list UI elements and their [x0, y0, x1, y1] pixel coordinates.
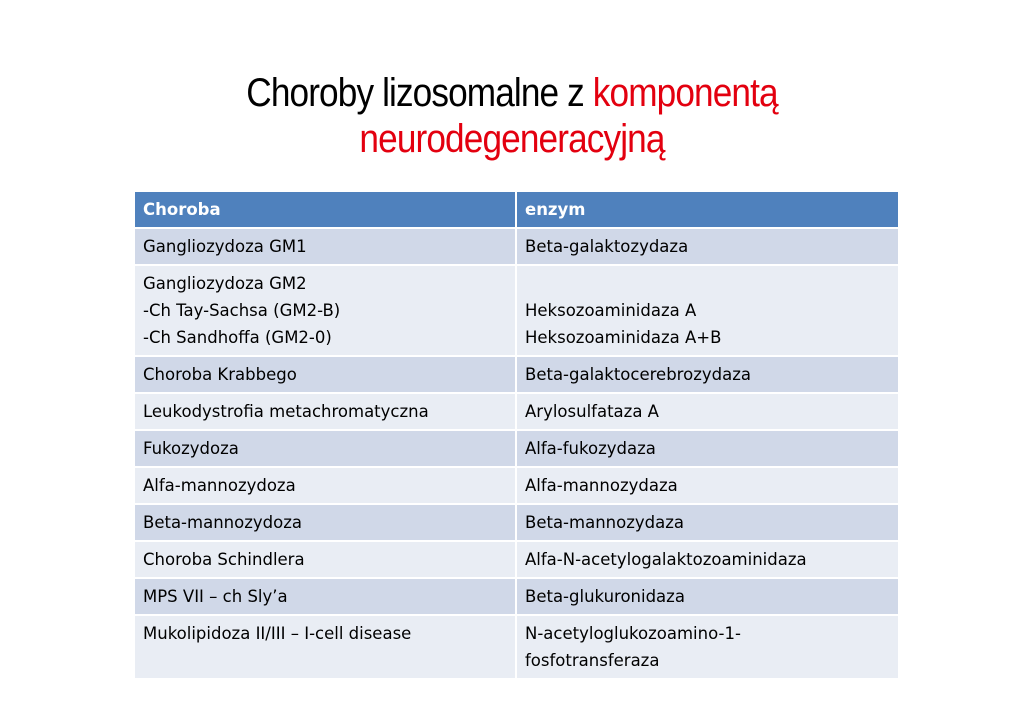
disease-cell — [134, 615, 516, 679]
enzyme-table — [133, 190, 900, 680]
disease-cell — [134, 504, 516, 541]
enzyme-cell — [516, 228, 899, 265]
disease-cell — [134, 393, 516, 430]
table-row — [134, 430, 899, 467]
disease-text: MPS VII – ch Sly’a — [143, 587, 288, 606]
title-line-1 — [61, 70, 962, 116]
title-black-text: Choroby lizosomalne z — [246, 71, 593, 115]
disease-cell — [134, 467, 516, 504]
disease-cell — [134, 356, 516, 393]
disease-text: Choroba Krabbego — [143, 365, 297, 384]
enzyme-text: N-acetyloglukozoamino-1- — [525, 624, 741, 643]
header-enzyme: enzym — [516, 191, 899, 228]
enzyme-cell — [516, 356, 899, 393]
enzyme-cell — [516, 541, 899, 578]
table-row — [134, 615, 899, 679]
slide-title — [61, 70, 962, 162]
enzyme-text: fosfotransferaza — [525, 651, 660, 670]
enzyme-cell — [516, 615, 899, 679]
title-red-text-1: komponentą — [592, 71, 778, 115]
table-row — [134, 541, 899, 578]
enzyme-text: Alfa-N-acetylogalaktozoaminidaza — [525, 550, 807, 569]
enzyme-cell — [516, 265, 899, 356]
enzyme-cell — [516, 467, 899, 504]
header-disease: Choroba — [134, 191, 516, 228]
enzyme-cell — [516, 430, 899, 467]
table-body — [134, 228, 899, 679]
enzyme-text: Alfa-mannozydaza — [525, 476, 678, 495]
enzyme-cell — [516, 393, 899, 430]
enzyme-cell — [516, 578, 899, 615]
enzyme-text: Alfa-fukozydaza — [525, 439, 656, 458]
disease-text: Beta-mannozydoza — [143, 513, 302, 532]
table-row — [134, 228, 899, 265]
table-row — [134, 356, 899, 393]
enzyme-text: Beta-galaktozydaza — [525, 237, 689, 256]
disease-cell — [134, 541, 516, 578]
disease-text: Gangliozydoza GM1 — [143, 237, 307, 256]
enzyme-text: Beta-mannozydaza — [525, 513, 684, 532]
enzyme-text: Arylosulfataza A — [525, 402, 659, 421]
disease-text: Choroba Schindlera — [143, 550, 305, 569]
table-row — [134, 467, 899, 504]
table-row — [134, 393, 899, 430]
disease-cell — [134, 228, 516, 265]
disease-text: Mukolipidoza II/III – I-cell disease — [143, 624, 412, 643]
enzyme-table-container — [133, 190, 898, 680]
disease-text: Alfa-mannozydoza — [143, 476, 296, 495]
enzyme-text: Beta-galaktocerebrozydaza — [525, 365, 751, 384]
disease-text: Leukodystrofia metachromatyczna — [143, 402, 429, 421]
disease-text: -Ch Tay-Sachsa (GM2-B) — [143, 301, 341, 320]
table-row — [134, 265, 899, 356]
enzyme-text: Beta-glukuronidaza — [525, 587, 685, 606]
table-row — [134, 504, 899, 541]
disease-text: Gangliozydoza GM2 — [143, 274, 307, 293]
table-row — [134, 578, 899, 615]
table-header-row — [134, 191, 899, 228]
disease-cell — [134, 430, 516, 467]
disease-text: Fukozydoza — [143, 439, 239, 458]
enzyme-text: Heksozoaminidaza A — [525, 301, 697, 320]
disease-cell — [134, 578, 516, 615]
enzyme-text: Heksozoaminidaza A+B — [525, 328, 722, 347]
disease-text: -Ch Sandhoffa (GM2-0) — [143, 328, 332, 347]
enzyme-cell — [516, 504, 899, 541]
title-red-text-2: neurodegeneracyjną — [359, 117, 665, 161]
disease-cell — [134, 265, 516, 356]
